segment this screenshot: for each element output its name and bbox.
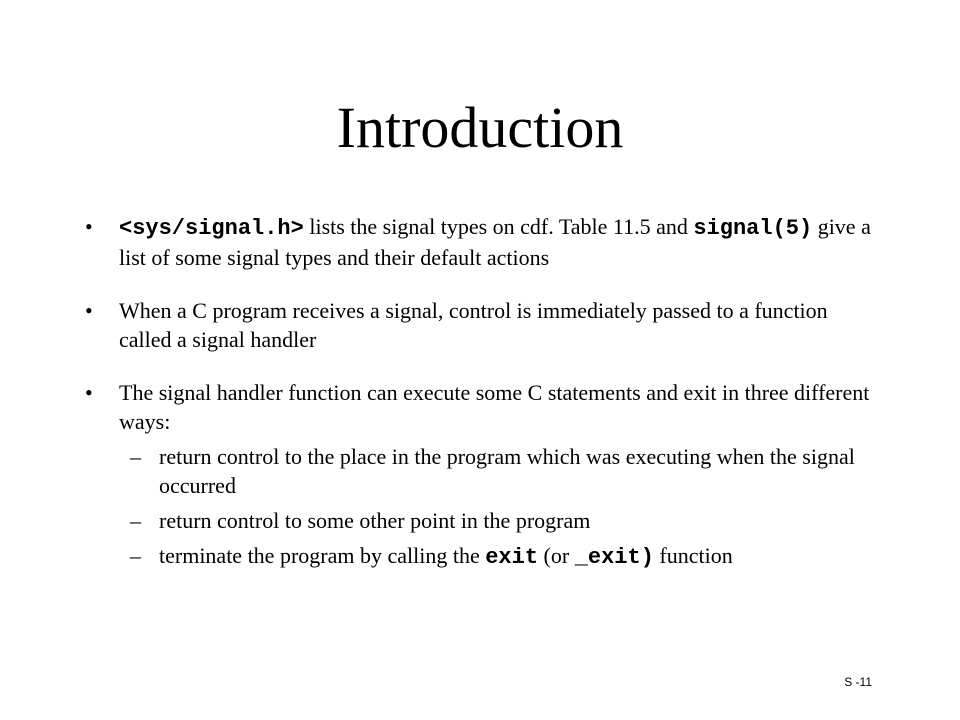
sub-bullet-text: terminate the program by calling the (159, 543, 486, 568)
bullet-list (85, 212, 875, 578)
bullet-marker: • (85, 214, 93, 239)
code-sys-signal-h: <sys/signal.h> (119, 216, 304, 241)
bullet-text: The signal handler function can execute some C statements and exit in three different ways: (119, 380, 870, 434)
sub-bullet-marker: – (130, 543, 141, 568)
bullet-item (85, 212, 875, 272)
sub-bullet-item (85, 541, 875, 572)
bullet-item (85, 296, 875, 354)
sub-bullet-item (85, 506, 875, 535)
sub-bullet-marker: – (130, 444, 141, 469)
code-signal-5: signal(5) (693, 216, 813, 241)
sub-bullet-marker: – (130, 508, 141, 533)
code-exit: exit (485, 545, 539, 570)
slide-title: Introduction (336, 95, 624, 160)
sub-bullet-text: return control to the place in the program which was executing when the signal occurred (159, 444, 855, 498)
bullet-text: When a C program receives a signal, control is immediately passed to a function called a signal handler (119, 298, 828, 352)
sub-bullet-text: return control to some other point in the program (159, 508, 591, 533)
bullet-marker: • (85, 298, 93, 323)
sub-bullet-item (85, 442, 875, 500)
bullet-text: lists the signal types on cdf. Table 11.5 and (303, 214, 694, 239)
bullet-marker: • (85, 380, 93, 405)
sub-bullet-text: (or (538, 543, 575, 568)
bullet-text: give a list of some signal types and their default actions (119, 214, 871, 270)
bullet-item (85, 378, 875, 436)
sub-bullet-text: function (653, 543, 733, 568)
code-underscore-exit: _exit) (574, 545, 654, 570)
slide-number: S -11 (844, 675, 872, 689)
